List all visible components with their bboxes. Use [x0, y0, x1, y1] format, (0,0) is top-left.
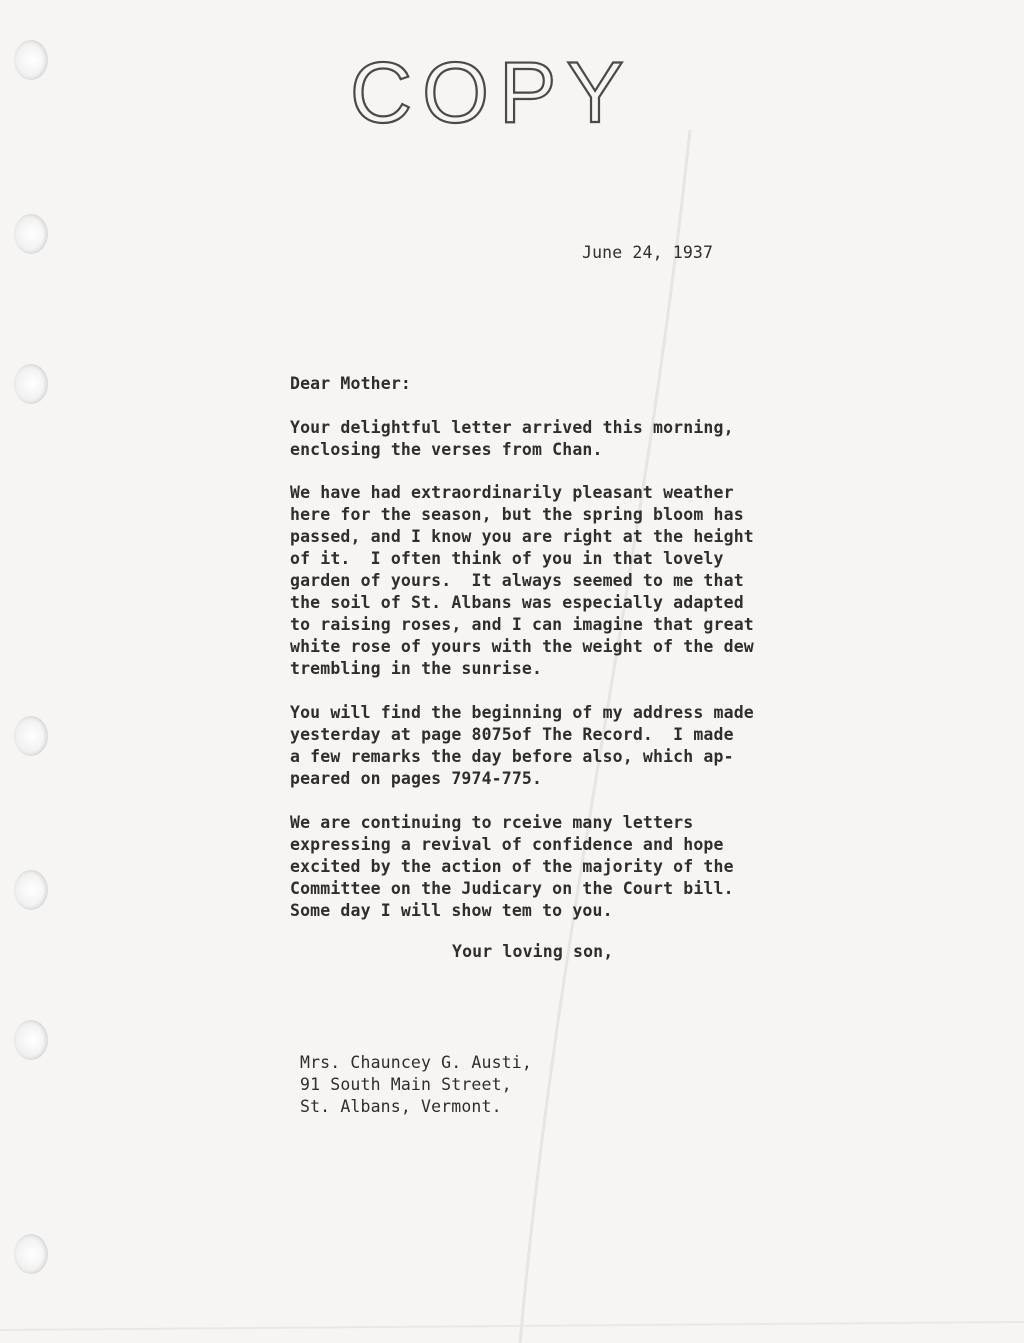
address-line: 91 South Main Street,: [300, 1075, 512, 1094]
salutation: Dear Mother:: [290, 374, 412, 393]
copy-stamp: [350, 52, 650, 128]
body-line: We are continuing to rceive many letters: [290, 813, 694, 832]
body-line: excited by the action of the majority of the: [290, 857, 734, 876]
binder-hole: [14, 1020, 48, 1060]
binder-hole: [14, 870, 48, 910]
body-line: You will find the beginning of my address made: [290, 703, 754, 722]
body-line: Some day I will show tem to you.: [290, 901, 613, 920]
binder-hole: [14, 364, 48, 404]
letter-date: June 24, 1937: [582, 243, 714, 262]
binder-hole: [14, 1234, 48, 1274]
body-line: We have had extraordinarily pleasant weather: [290, 483, 734, 502]
body-line: yesterday at page 8075of The Record. I made: [290, 725, 734, 744]
binder-hole: [14, 716, 48, 756]
body-line: Your delightful letter arrived this morning,: [290, 418, 734, 437]
body-line: here for the season, but the spring bloom has: [290, 505, 744, 524]
body-line: of it. I often think of you in that lovely: [290, 549, 724, 568]
binder-hole: [14, 40, 48, 80]
body-line: trembling in the sunrise.: [290, 659, 543, 678]
body-line: enclosing the verses from Chan.: [290, 440, 603, 459]
body-line: a few remarks the day before also, which ap-: [290, 747, 734, 766]
address-line: Mrs. Chauncey G. Austi,: [300, 1053, 532, 1072]
body-line: the soil of St. Albans was especially adapted: [290, 593, 744, 612]
body-line: passed, and I know you are right at the height: [290, 527, 754, 546]
body-line: to raising roses, and I can imagine that great: [290, 615, 754, 634]
address-line: St. Albans, Vermont.: [300, 1097, 502, 1116]
closing: Your loving son,: [452, 942, 614, 961]
copy-stamp-text: COPY: [350, 52, 634, 128]
body-line: white rose of yours with the weight of the dew: [290, 637, 754, 656]
binder-hole: [14, 214, 48, 254]
body-line: garden of yours. It always seemed to me that: [290, 571, 744, 590]
body-line: Committee on the Judicary on the Court bill.: [290, 879, 734, 898]
body-line: peared on pages 7974-775.: [290, 769, 543, 788]
body-line: expressing a revival of confidence and hope: [290, 835, 724, 854]
